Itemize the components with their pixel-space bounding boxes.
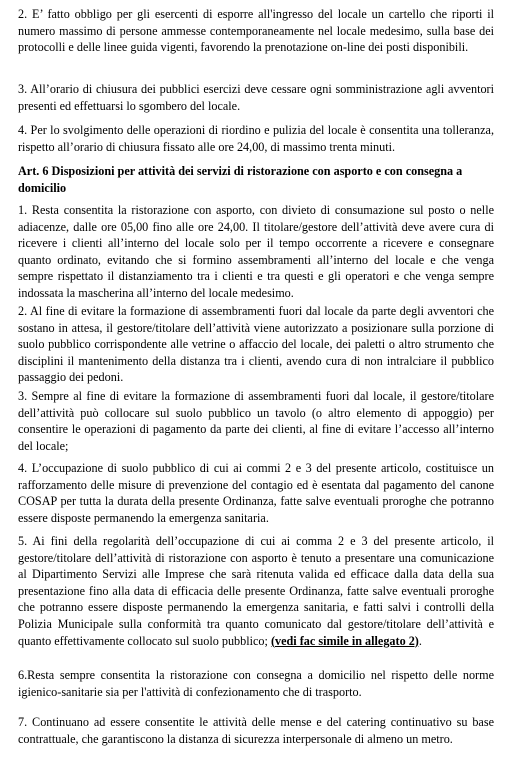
paragraph-art6-comma5-suffix: .	[418, 633, 422, 648]
paragraph-art5-comma2: 2. E’ fatto obbligo per gli esercenti di esporre all'ingresso del locale un cartello che riporti il numero massimo di persone ammesse contemporaneamente nel locale medesimo, sulla base dei protocolli e delle linee guida vigenti, favorendo la prenotazione on-line dei posti disponibili.	[18, 7, 494, 55]
paragraph-art6-comma7: 7. Continuano ad essere consentite le attività delle mense e del catering continuativo su base contrattuale, che garantiscono la distanza di sicurezza interpersonale di almeno un metro.	[18, 715, 494, 746]
paragraph-art6-comma4: 4. L’occupazione di suolo pubblico di cui ai commi 2 e 3 del presente articolo, costituisce un rafforzamento delle misure di prevenzione del contagio ed è esentata dal pagamento del canone COSAP per tutta la durata della presente Ordinanza, fatte salve eventuali proroghe che potranno essere disposte permanendo la emergenza sanitaria.	[18, 461, 494, 525]
paragraph-art6-comma3: 3. Sempre al fine di evitare la formazione di assembramenti fuori dal locale, il gestore/titolare dell’attività può collocare sul suolo pubblico un tavolo (o altro elemento di appoggio) per consentire le operazioni di pagamento da parte dei clienti, al fine di evitare l’accesso all’interno del locale;	[18, 389, 494, 453]
allegato-reference: (vedi fac simile in allegato 2)	[270, 633, 419, 648]
paragraph-art6-comma5	[18, 533, 494, 649]
paragraph-art5-comma3: 3. All’orario di chiusura dei pubblici esercizi deve cessare ogni somministrazione agli avventori presenti ed effettuarsi lo sgombero del locale.	[18, 82, 494, 113]
paragraph-art6-comma1: 1. Resta consentita la ristorazione con asporto, con divieto di consumazione sul posto o nelle adiacenze, dalle ore 05,00 fino alle ore 24,00. Il titolare/gestore dell’attività deve avere cura di ricevere i clienti all’interno del locale solo per il tempo occorrente a ricevere e consegnare quanto ordinato, evitando che si formino assembramenti all’interno del locale e che venga sempre rispettato il distanziamento tra i clienti e tra questi e gli operatori e che venga sempre indossata la mascherina all’interno del locale medesimo.	[18, 203, 494, 300]
article-6-heading: Art. 6 Disposizioni per attività dei servizi di ristorazione con asporto e con consegna a domicilio	[18, 164, 463, 195]
paragraph-art5-comma4: 4. Per lo svolgimento delle operazioni di riordino e pulizia del locale è consentita una tolleranza, rispetto all’orario di chiusura fissato alle ore 24,00, di massimo trenta minuti.	[18, 123, 494, 154]
paragraph-art6-comma2: 2. Al fine di evitare la formazione di assembramenti fuori dal locale da parte degli avventori che sostano in attesa, il gestore/titolare dell’attività viene autorizzato a posizionare sulla porzione di suolo pubblico corrispondente alle vetrine o affaccio del locale, dei paletti o altro strumento che disciplini il mantenimento della distanza tra i clienti, avendo cura di non intralciare il pubblico passaggio dei pedoni.	[18, 304, 494, 385]
paragraph-art6-comma6: 6.Resta sempre consentita la ristorazione con consegna a domicilio nel rispetto delle norme igienico-sanitarie sia per l'attività di confezionamento che di trasporto.	[18, 668, 494, 699]
paragraph-art6-comma5-text: 5. Ai fini della regolarità dell’occupazione di cui ai comma 2 e 3 del presente articolo, il gestore/titolare dell’attività di ristorazione con asporto è tenuto a presentare una comunicazione al Dipartimento Servizi alle Imprese che sarà ritenuta valida ed efficace dalla data della sua presentazione fino alla data di efficacia delle presente Ordinanza, fatte salve eventuali proroghe che potranno essere disposte permanendo la emergenza sanitaria, e fatti salvi i controlli della Polizia Municipale sulla conformità tra quanto comunicato dal gestore/titolare dell’attività e quanto effettivamente collocato sul suolo pubblico;	[18, 534, 494, 648]
